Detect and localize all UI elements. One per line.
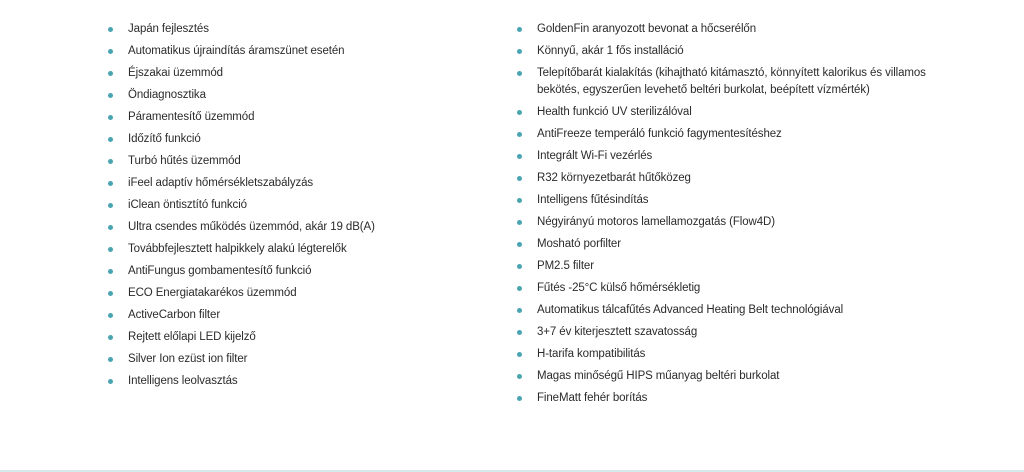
feature-item [516,148,926,165]
feature-text: Automatikus újraindítás áramszünet esetén [128,45,345,57]
bullet-dot-icon [517,352,522,357]
feature-item [107,109,467,126]
feature-text: Továbbfejlesztett halpikkely alakú légterelők [128,243,347,255]
feature-text: iClean öntisztító funkció [128,199,247,211]
bullet-dot-icon [108,291,113,296]
feature-item [516,43,926,60]
feature-item [516,65,926,99]
bullet-dot-icon [108,27,113,32]
bullet-dot-icon [108,137,113,142]
bullet-dot-icon [517,286,522,291]
feature-item [107,197,467,214]
feature-item [516,302,926,319]
feature-item [516,236,926,253]
feature-text: GoldenFin aranyozott bevonat a hőcserélőn [537,23,757,35]
feature-item [107,351,467,368]
feature-text: Automatikus tálcafűtés Advanced Heating Belt technológiával [537,304,844,316]
feature-text: Öndiagnosztika [128,89,206,101]
feature-text: Health funkció UV sterilizálóval [537,106,692,118]
feature-text: Páramentesítő üzemmód [128,111,255,123]
bullet-dot-icon [517,374,522,379]
bullet-dot-icon [108,247,113,252]
bullet-dot-icon [517,132,522,137]
feature-item [107,65,467,82]
feature-text: ActiveCarbon filter [128,309,221,321]
feature-text: Négyirányú motoros lamellamozgatás (Flow4D) [537,216,775,228]
bullet-dot-icon [108,49,113,54]
feature-text: Fűtés -25°C külső hőmérsékletig [537,282,701,294]
feature-item [516,214,926,231]
feature-text: Ultra csendes működés üzemmód, akár 19 dB(A) [128,221,375,233]
feature-item [107,153,467,170]
feature-item [516,126,926,143]
feature-item [107,263,467,280]
feature-item [516,390,926,407]
feature-text: Intelligens leolvasztás [128,375,238,387]
feature-text: Japán fejlesztés [128,23,209,35]
bullet-dot-icon [108,203,113,208]
bullet-dot-icon [108,313,113,318]
bullet-dot-icon [517,71,522,76]
feature-item [107,307,467,324]
feature-item [516,104,926,121]
bullet-dot-icon [108,269,113,274]
bullet-dot-icon [517,330,522,335]
feature-item [107,131,467,148]
bullet-dot-icon [108,225,113,230]
feature-text: 3+7 év kiterjesztett szavatosság [537,326,698,338]
feature-item [107,329,467,346]
feature-item [516,324,926,341]
bullet-dot-icon [517,308,522,313]
bullet-dot-icon [517,27,522,32]
bullet-dot-icon [517,396,522,401]
feature-text: R32 környezetbarát hűtőközeg [537,172,691,184]
feature-text: Integrált Wi-Fi vezérlés [537,150,653,162]
feature-text: Silver Ion ezüst ion filter [128,353,248,365]
bullet-dot-icon [517,264,522,269]
feature-item [107,43,467,60]
feature-text: Turbó hűtés üzemmód [128,155,241,167]
bullet-dot-icon [517,110,522,115]
feature-list-right [516,21,926,412]
feature-item [107,87,467,104]
feature-item [516,258,926,275]
bullet-dot-icon [517,242,522,247]
bullet-dot-icon [517,176,522,181]
feature-item [516,21,926,38]
feature-text: Intelligens fűtésindítás [537,194,649,206]
feature-text: Éjszakai üzemmód [128,67,223,79]
bullet-dot-icon [517,154,522,159]
feature-text: ECO Energiatakarékos üzemmód [128,287,297,299]
feature-item [107,175,467,192]
feature-item [516,192,926,209]
bullet-dot-icon [517,198,522,203]
feature-text: iFeel adaptív hőmérsékletszabályzás [128,177,314,189]
feature-item [516,368,926,385]
feature-item [516,280,926,297]
feature-item [107,219,467,236]
bullet-dot-icon [517,49,522,54]
feature-item [107,285,467,302]
bullet-dot-icon [517,220,522,225]
feature-item [516,346,926,363]
bullet-dot-icon [108,115,113,120]
feature-text: H-tarifa kompatibilitás [537,348,646,360]
feature-text: FineMatt fehér borítás [537,392,648,404]
bullet-dot-icon [108,357,113,362]
bullet-dot-icon [108,335,113,340]
feature-text: Magas minőségű HIPS műanyag beltéri burkolat [537,370,780,382]
feature-text: Rejtett előlapi LED kijelző [128,331,256,343]
feature-item [107,21,467,38]
feature-text: Telepítőbarát kialakítás (kihajtható kitámasztó, könnyített kalorikus és villamos bekötés, egyszerűen levehető beltéri burkolat, beépített vízmérték) [537,67,926,96]
bullet-dot-icon [108,71,113,76]
feature-text: Időzítő funkció [128,133,201,145]
feature-text: Mosható porfilter [537,238,621,250]
bullet-dot-icon [108,159,113,164]
feature-list-left [107,21,467,395]
bullet-dot-icon [108,93,113,98]
feature-item [107,241,467,258]
bullet-dot-icon [108,181,113,186]
feature-text: PM2.5 filter [537,260,594,272]
feature-item [516,170,926,187]
bullet-dot-icon [108,379,113,384]
feature-text: AntiFreeze temperáló funkció fagymentesítéshez [537,128,782,140]
feature-text: AntiFungus gombamentesítő funkció [128,265,312,277]
feature-item [107,373,467,390]
feature-text: Könnyű, akár 1 fős installáció [537,45,684,57]
